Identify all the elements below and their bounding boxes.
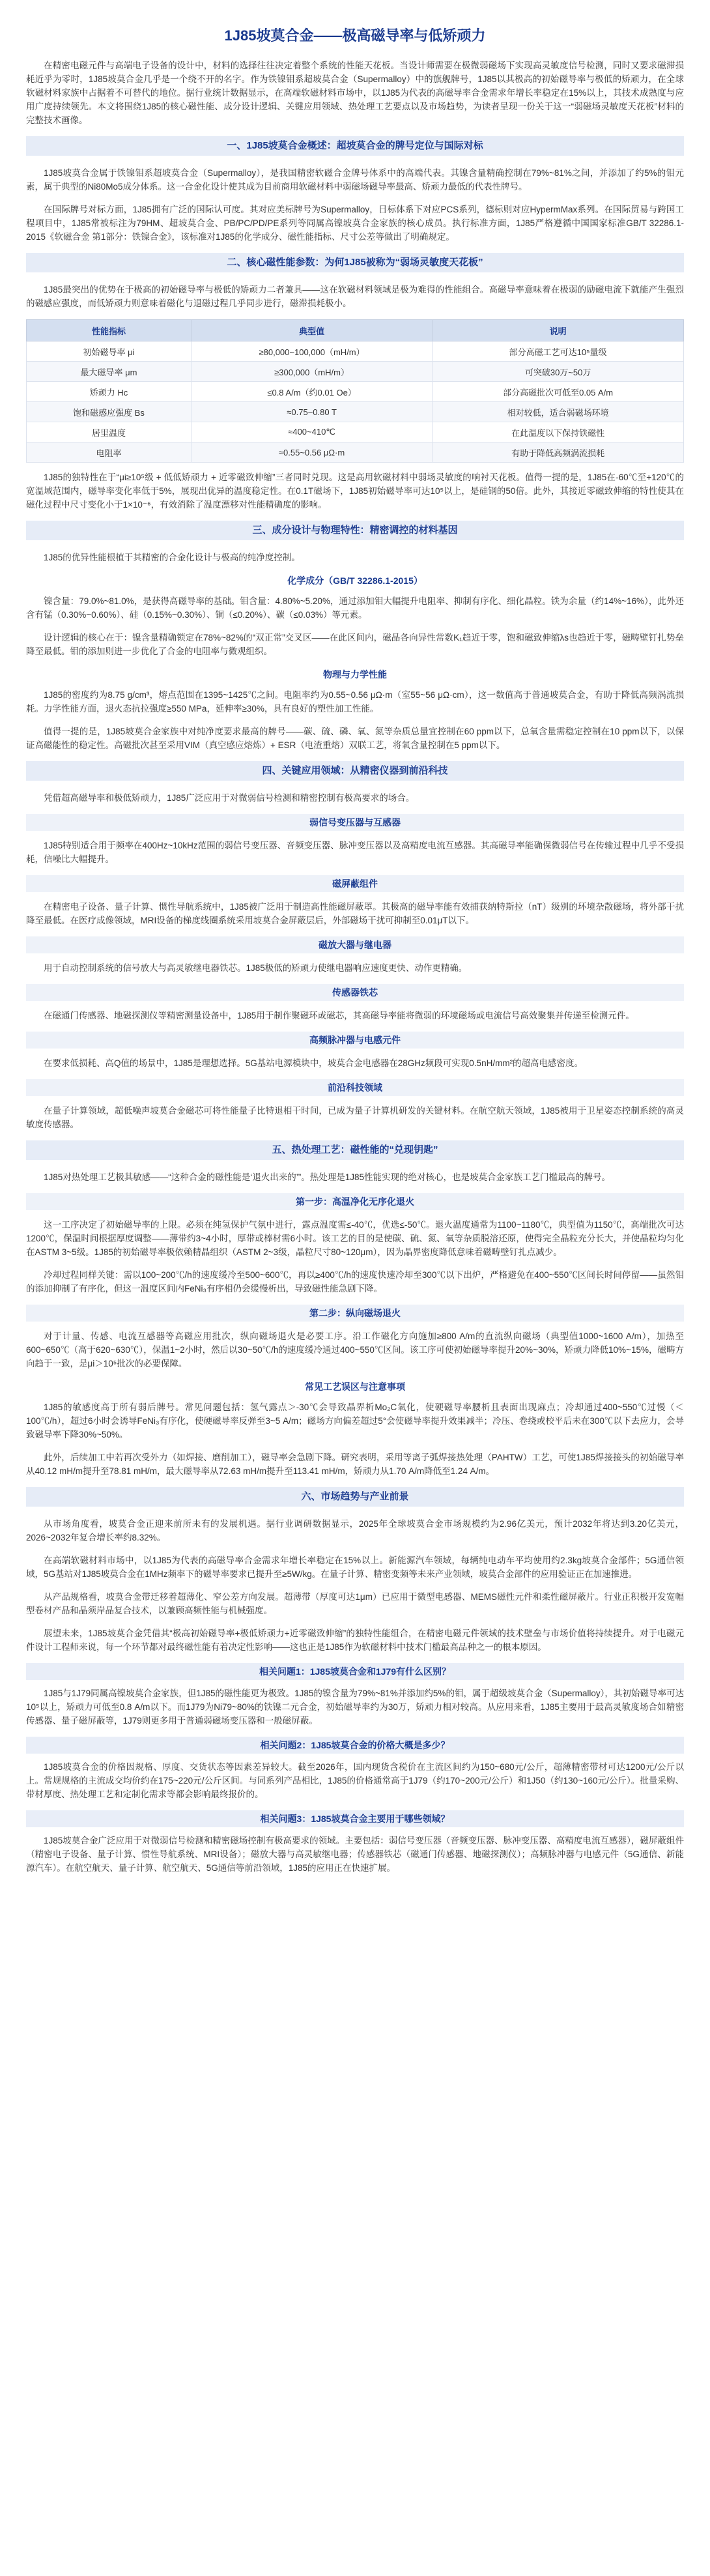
table-cell: 有助于降低高频涡流损耗	[433, 442, 684, 463]
section-4-heading: 四、关键应用领域：从精密仪器到前沿科技	[26, 761, 684, 781]
section-3-paragraph-3: 设计逻辑的核心在于：镍含量精确锁定在78%~82%的“双正常”交叉区——在此区间内，磁晶各向异性常数K₁趋近于零，饱和磁致伸缩λs也趋近于零，磁畴壁钉扎势垒降至最低。钼的添加则进一步优化了合金的电阻率与微观组织。	[26, 633, 684, 656]
application-subheading: 传感器铁芯	[26, 984, 684, 1001]
application-paragraph: 在量子计算领域，超低噪声坡莫合金磁芯可将性能量子比特退相干时间，已成为量子计算机研发的关键材料。在航空航天领域，1J85被用于卫星姿态控制系统的高灵敏度传感器。	[26, 1106, 684, 1129]
section-3-paragraph-5: 值得一提的是，1J85坡莫合金家族中对纯净度要求最高的牌号——碳、硫、磷、氧、氮等杂质总量宜控制在60 ppm以下，总氧含量需稳定控制在10 ppm以下，以保证高磁能性的稳定性。高磁批次甚至采用VIM（真空感应熔炼）+ ESR（电渣重熔）双联工艺，将氧含量控制在5 ppm以下。	[26, 727, 684, 750]
section-3-paragraph-2: 镍含量：79.0%~81.0%，是获得高磁导率的基础。钼含量：4.80%~5.20%，通过添加钼大幅提升电阻率、抑制有序化、细化晶粒。铁为余量（约14%~16%），此外还含有锰（0.30%~0.60%）、硅（0.15%~0.30%）、铜（≤0.20%）、碳（≤0.03%）等元素。	[26, 596, 684, 620]
table-cell: ≈400~410℃	[191, 422, 432, 442]
table-cell: ≈0.55~0.56 μΩ·m	[191, 442, 432, 463]
section-1-paragraph-2: 在国际牌号对标方面，1J85拥有广泛的国际认可度。其对应美标牌号为Supermalloy，日标体系下对应PCS系列，德标则对应HypermMax系列。在国际贸易与跨国工程项目中，1J85常被标注为79HM、超坡莫合金、PB/PC/PD/PE系列等同属高镍坡莫合金家族的核心成员。执行标准方面，1J85严格遵循中国国家标准GB/T 32286.1-2015《软磁合金 第1部分：铁镍合金》，该标准对1J85的化学成分、磁性能指标、尺寸公差等做出了明确规定。	[26, 205, 684, 242]
table-cell: 初始磁导率 μi	[27, 341, 192, 362]
chemical-composition-subheading: 化学成分（GB/T 32286.1-2015）	[287, 575, 423, 586]
section-3-heading: 三、成分设计与物理特性：精密调控的材料基因	[26, 521, 684, 540]
table-header: 说明	[433, 320, 684, 341]
faq-question: 相关问题3：1J85坡莫合金主要用于哪些领域？	[26, 1810, 684, 1827]
faq-answer: 1J85坡莫合金广泛应用于对微弱信号检测和精密磁场控制有极高要求的领域。主要包括：弱信号变压器（音频变压器、脉冲变压器、高精度电流互感器），磁屏蔽组件（精密电子设备、量子计算、惯性导航系统、MRI设备）；磁放大器与高灵敏继电器；传感器铁芯（磁通门传感器、地磁探测仪）；高频脉冲器与电感元件（5G通信、新能源汽车）。在航空航天、量子计算、航空航天、5G通信等前沿领域，1J85的应用正在快速扩展。	[26, 1836, 684, 1873]
application-paragraph: 1J85特别适合用于频率在400Hz~10kHz范围的弱信号变压器、音频变压器、脉冲变压器以及高精度电流互感器。其高磁导率能确保微弱信号在传输过程中几乎不受损耗，信噪比大幅提升。	[26, 841, 684, 864]
section-2-paragraph-2: 1J85的独特性在于“μi≥10⁵级 + 低低矫顽力 + 近零磁致伸缩”三者同时兑现。这是高用软磁材料中弱场灵敏度的响衬天花板。值得一提的是，1J85在-60℃至+120℃的宽温域范围内，磁导率变化率低于5%，展现出优异的温度稳定性。在0.1T磁场下，1J85初始磁导率可达10⁵以上，是硅钢的50倍。此外，其接近零磁致伸缩的特性使其在磁化过程中尺寸变化小于1×10⁻⁶，有效消除了温度漂移对性能精确度的影响。	[26, 472, 684, 510]
section-6-paragraph-1: 从市场角度看，坡莫合金正迎来前所未有的发展机遇。据行业调研数据显示，2025年全球坡莫合金市场规模约为2.96亿美元，预计2032年将达到3.20亿美元，2026~2032年复合增长率约8.32%。	[26, 1519, 684, 1542]
application-subheading: 高频脉冲器与电感元件	[26, 1032, 684, 1049]
table-row	[27, 382, 684, 402]
table-row	[27, 402, 684, 422]
application-subheading: 磁放大器与继电器	[26, 936, 684, 953]
table-cell: 部分高磁批次可低至0.05 A/m	[433, 382, 684, 402]
table-cell: 矫顽力 Hc	[27, 382, 192, 402]
section-5-paragraph-last: 此外，后续加工中若再次受外力（如焊接、磨削加工），磁导率会急剧下降。研究表明，采用等离子弧焊接热处理（PAHTW）工艺，可使1J85焊接接头的初始磁导率从40.12 mH/m提升至78.81 mH/m，最大磁导率从72.63 mH/m提升至113.41 mH/m，矫顽力从1.70 A/m降低至1.24 A/m。	[26, 1453, 684, 1476]
application-paragraph: 在磁通门传感器、地磁探测仪等精密测量设备中，1J85用于制作聚磁环或磁芯，其高磁导率能将微弱的环境磁场或电流信号高效聚集并传递至检测元件。	[44, 1011, 634, 1020]
section-3-paragraph-4: 1J85的密度约为8.75 g/cm³，熔点范围在1395~1425℃之间。电阻率约为0.55~0.56 μΩ·m（室55~56 μΩ·cm），这一数值高于普通坡莫合金，有助于降低高频涡流损耗。力学性能方面，退火态抗拉强度≥550 MPa，延伸率≥30%，具有良好的塑性加工性能。	[26, 690, 684, 714]
table-row	[27, 362, 684, 382]
faq-question: 相关问题1：1J85坡莫合金和1J79有什么区别？	[26, 1663, 684, 1680]
section-4-paragraph-1: 凭借超高磁导率和极低矫顽力，1J85广泛应用于对微弱信号检测和精密控制有极高要求的场合。	[44, 793, 415, 803]
section-6-paragraph-2: 在高端软磁材料市场中，以1J85为代表的高磁导率合金需求年增长率稳定在15%以上。新能源汽车领域，每辆纯电动车平均使用约2.3kg坡莫合金部件；5G通信领域，5G基站对1J85坡莫合金在1MHz频率下的磁导率要求已提升至≥5W/kg。在量子计算、精密变频等未来产业领域，坡莫合金部件的应用验证正在加速推进。	[26, 1556, 684, 1579]
section-6-paragraph-3: 从产品规格看，坡莫合金带迁移着超薄化、窄公差方向发展。超薄带（厚度可达1μm）已应用于微型电感器、MEMS磁性元件和柔性磁屏蔽片。行业正积极开发宽幅型卷材产品和晶须岸晶复合技术，以兼顾高频性能与机械强度。	[26, 1592, 684, 1615]
application-subheading: 前沿科技领域	[26, 1079, 684, 1096]
application-paragraph: 在精密电子设备、量子计算、惯性导航系统中，1J85被广泛用于制造高性能磁屏蔽罩。其极高的磁导率能有效捕获纳特斯拉（nT）级别的环境杂散磁场，将外部干扰降至最低。在医疗成像领域，MRI设备的梯度线圈系统采用坡莫合金屏蔽层后，外部磁场干扰可抑制至0.01μT以下。	[26, 902, 684, 925]
intro-paragraph: 在精密电磁元件与高端电子设备的设计中，材料的选择往往决定着整个系统的性能天花板。当设计师需要在极微弱磁场下实现高灵敏度信号检测，同时又要求磁滞损耗近乎为零时，1J85坡莫合金几乎是一个绕不开的名字。作为铁镍钼系超坡莫合金（Supermalloy）中的旗舰牌号，1J85以其极高的初始磁导率与极低的矫顽力，在全球软磁材料家族中占据着不可替代的地位。据行业统计数据显示，在高端软磁材料市场中，以1J85为代表的高磁导率合金需求年增长率稳定在15%以上，其技术成熟度与应用广度持续领先。本文将围绕1J85的核心磁性能、成分设计逻辑、关键应用领域、热处理工艺要点以及市场趋势，为读者呈现一份关于这一“弱磁场灵敏度天花板”材料的完整技术画像。	[26, 61, 684, 125]
table-cell: ≥300,000（mH/m）	[191, 362, 432, 382]
page-title: 1J85坡莫合金——极高磁导率与低矫顽力	[224, 27, 486, 44]
section-5-heading: 五、热处理工艺：磁性能的“兑现钥匙”	[26, 1140, 684, 1160]
table-cell: 电阻率	[27, 442, 192, 463]
faq-question: 相关问题2：1J85坡莫合金的价格大概是多少？	[26, 1737, 684, 1754]
application-subheading: 磁屏蔽组件	[26, 875, 684, 892]
properties-table	[26, 319, 684, 463]
section-2-heading: 二、核心磁性能参数：为何1J85被称为“弱场灵敏度天花板”	[26, 253, 684, 272]
application-paragraph: 在要求低损耗、高Q值的场景中，1J85是理想选择。5G基站电源模块中，坡莫合金电感器在28GHz频段可实现0.5nH/mm²的超高电感密度。	[44, 1058, 584, 1068]
table-cell: 饱和磁感应强度 Bs	[27, 402, 192, 422]
step-1-paragraph-2: 冷却过程同样关键：需以100~200℃/h的速度缓冷至500~600℃，再以≥400℃/h的速度快速冷却至300℃以下出炉，严格避免在400~550℃区间长时间停留——虽然钼的添加抑制了有序化，但这一温度区间内FeNi₃有序相仍会缓慢析出，导致磁性能急剧下降。	[26, 1270, 684, 1294]
section-3-paragraph-1: 1J85的优异性能根植于其精密的合金化设计与极高的纯净度控制。	[44, 553, 300, 562]
table-cell: ≈0.75~0.80 T	[191, 402, 432, 422]
section-6-heading: 六、市场趋势与产业前景	[26, 1487, 684, 1507]
common-mistakes-subheading: 常见工艺误区与注意事项	[305, 1382, 405, 1392]
table-cell: 在此温度以下保持铁磁性	[433, 422, 684, 442]
step-1-subheading: 第一步：高温净化无序化退火	[26, 1193, 684, 1210]
table-header: 性能指标	[27, 320, 192, 341]
table-header-row	[27, 320, 684, 341]
table-cell: 居里温度	[27, 422, 192, 442]
section-1-paragraph-1: 1J85坡莫合金属于铁镍钼系超坡莫合金（Supermalloy），是我国精密软磁合金牌号体系中的高端代表。其镍含量精确控制在79%~81%之间，并添加了约5%的钼元素，属于典型的Ni80Mo5成分体系。这一合金化设计使其成为目前商用软磁材料中弱磁场磁导率最高、矫顽力最低的代表性牌号。	[26, 168, 684, 192]
step-1-paragraph-1: 这一工序决定了初始磁导率的上限。必须在纯氢保护气氛中进行，露点温度需≤-40℃，优选≤-50℃。退火温度通常为1100~1180℃，典型值为1150℃，高端批次可达1200℃，保温时间根据厚度调整——薄带约3~4小时，厚带或棒材需6小时。该工艺的目的是使碳、硫、氮、氧等杂质脱溶还原，使得完全晶粒充分长大，并使晶粒均匀化在ASTM 3~5级。1J85的初始磁导率极依赖精晶组织（ASTM 2~3级，晶粒尺寸80~120μm），因为晶界密度降低意味着磁畴壁钉扎点减少。	[26, 1220, 684, 1257]
section-6-paragraph-4: 展望未来，1J85坡莫合金凭借其“极高初始磁导率+极低矫顽力+近零磁致伸缩”的独特性能组合，在精密电磁元件领域的技术壁垒与市场价值将持续提升。对于电磁元件设计工程师来说，每一个环节都对最终磁性能有着决定性影响——这也正是1J85作为软磁材料中技术门槛最高品种之一的根本原因。	[26, 1628, 684, 1652]
step-2-subheading: 第二步：纵向磁场退火	[26, 1305, 684, 1322]
application-paragraph: 用于自动控制系统的信号放大与高灵敏继电器铁芯。1J85极低的矫顽力使继电器响应速度更快、动作更精确。	[44, 963, 468, 973]
table-cell: 可突破30万~50万	[433, 362, 684, 382]
table-row	[27, 442, 684, 463]
physical-properties-subheading: 物理与力学性能	[323, 669, 387, 680]
section-2-paragraph-1: 1J85最突出的优势在于极高的初始磁导率与极低的矫顽力二者兼具——这在软磁材料领域是极为难得的性能组合。高磁导率意味着在极弱的励磁电流下就能产生强烈的磁感应强度，而低矫顽力则意味着磁化与退磁过程几乎同步进行，磁滞损耗极小。	[26, 285, 684, 308]
faq-answer: 1J85坡莫合金的价格因规格、厚度、交货状态等因素差异较大。截至2026年，国内现货含税价在主流区间约为150~680元/公斤，超薄精密带材可达1200元/公斤以上。常规规格的主流成交均价约在175~220元/公斤区间。与同系列产品相比，1J85的价格通常高于1J79（约170~200元/公斤）和1J50（约130~160元/公斤）。批量采购、带材厚度、热处理工艺和定制化需求等都会影响最终报价的。	[26, 1762, 684, 1799]
table-cell: ≥80,000~100,000（mH/m）	[191, 341, 432, 362]
application-subheading: 弱信号变压器与互感器	[26, 814, 684, 831]
table-header: 典型值	[191, 320, 432, 341]
faq-answer: 1J85与1J79同属高镍坡莫合金家族，但1J85的磁性能更为极致。1J85的镍含量为79%~81%并添加约5%的钼，属于超级坡莫合金（Supermalloy），其初始磁导率可达10⁵以上，矫顽力可低至0.8 A/m以下。而1J79为Ni79~80%的铁镍二元合金，初始磁导率约为30万，矫顽力相对较高。从应用来看，1J85主要用于最高灵敏度场合如精密传感器、量子磁屏蔽等，1J79则更多用于普通弱磁场变压器和一般磁屏蔽。	[26, 1688, 684, 1726]
table-cell: 部分高磁工艺可达10⁵量级	[433, 341, 684, 362]
table-cell: 相对较低，适合弱磁场环境	[433, 402, 684, 422]
table-cell: ≤0.8 A/m（约0.01 Oe）	[191, 382, 432, 402]
step-2-paragraph: 对于计量、传感、电流互感器等高磁应用批次，纵向磁场退火是必要工序。沿工作磁化方向施加≥800 A/m的直流纵向磁场（典型值1000~1600 A/m），加热至600~650℃（高于620~630℃），保温1~2小时，然后以30~50℃/h的速度缓冷通过400~550℃区间。该工序可使初始磁导率提升20%~30%，矫顽力降低10%~15%，磁畴方向趋于一致，是μi＞10⁵批次的必要保障。	[26, 1331, 684, 1368]
common-mistakes-paragraph: 1J85的敏感度高于所有弱后牌号。常见问题包括：氢气露点＞-30℃会导致晶界析Mo₂C氧化，使硬磁导率腰析且表面出现麻点；冷却通过400~550℃过慢（＜100℃/h），超过6小时会诱导FeNi₃有序化，使硬磁导率反弹至3~5 A/m；磁场方向偏差超过5°会使磁导率提升效果减半；冷压、卷绕或校平后未在300℃以下去应力，会导致磁导率下降30%~50%。	[26, 1402, 684, 1440]
table-row	[27, 422, 684, 442]
table-cell: 最大磁导率 μm	[27, 362, 192, 382]
table-row	[27, 341, 684, 362]
section-5-paragraph-1: 1J85对热处理工艺极其敏感——“这种合金的磁性能是‘退火出来的’”。热处理是1J85性能实现的绝对核心，也是坡莫合金家族工艺门槛最高的牌号。	[44, 1172, 611, 1182]
section-1-heading: 一、1J85坡莫合金概述：超坡莫合金的牌号定位与国际对标	[26, 136, 684, 156]
